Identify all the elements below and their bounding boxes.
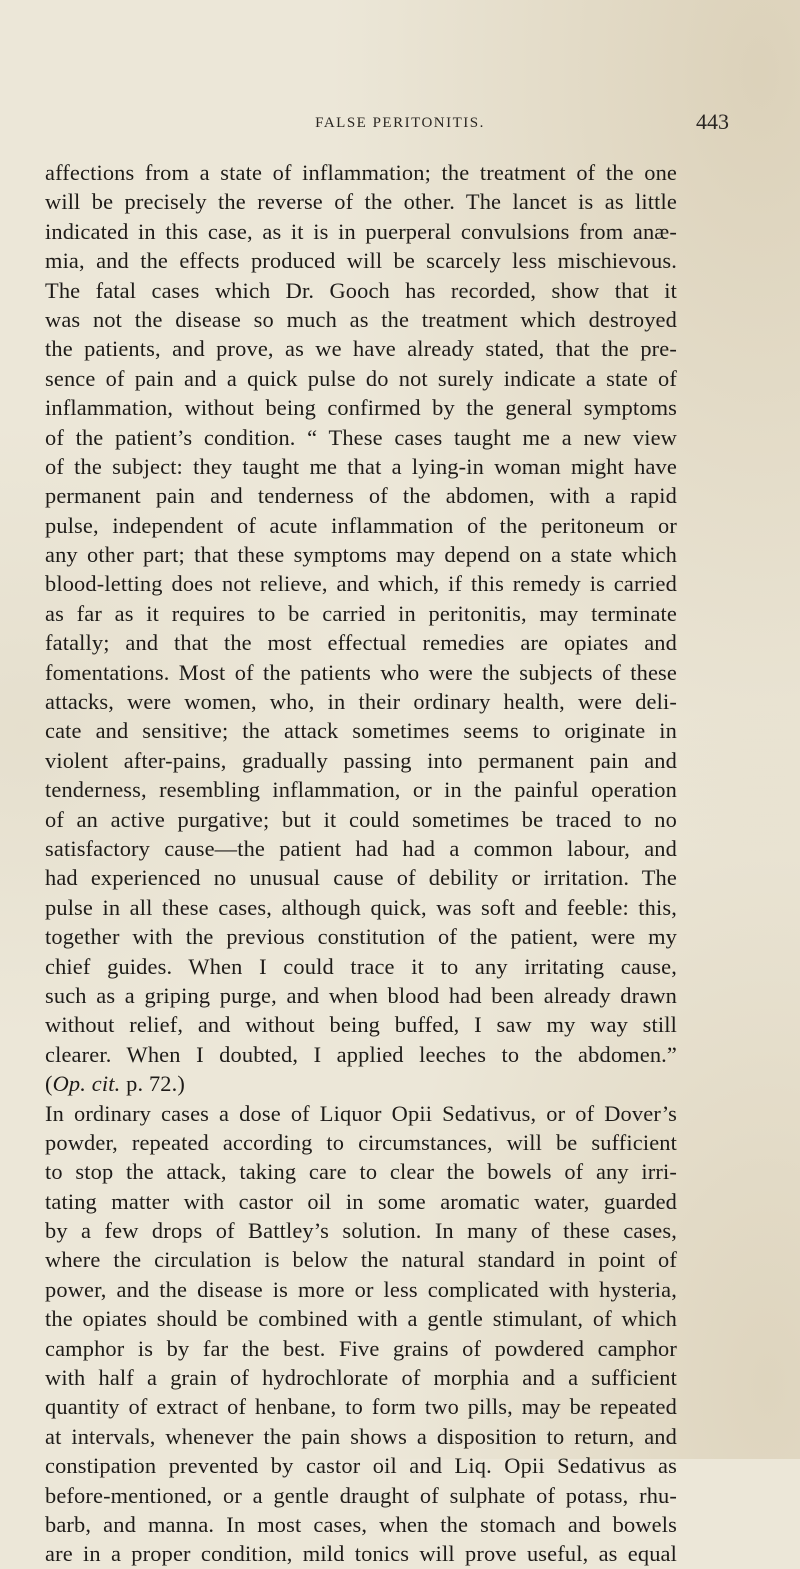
text-line: camphor is by far the best. Five grains of powdered camphor [45, 1335, 677, 1361]
citation-rest: p. 72.) [120, 1071, 185, 1097]
text-line: are in a proper condition, mild tonics will prove useful, as equal [45, 1541, 677, 1567]
text-line: any other part; that these symptoms may depend on a state which [45, 542, 677, 568]
text-line: attacks, were women, who, in their ordinary health, were deli- [45, 689, 677, 715]
text-line: fatally; and that the most effectual remedies are opiates and [45, 630, 677, 656]
text-line: constipation prevented by castor oil and Liq. Opii Sedativus as [45, 1453, 677, 1479]
text-line: with half a grain of hydrochlorate of morphia and a sufficient [45, 1365, 677, 1391]
text-line: indicated in this case, as it is in puerperal convulsions from anæ- [45, 218, 677, 244]
text-line: before-mentioned, or a gentle draught of sulphate of potass, rhu- [45, 1482, 677, 1508]
text-line: at intervals, whenever the pain shows a disposition to return, and [45, 1423, 677, 1449]
text-line: mia, and the effects produced will be scarcely less mischievous. [45, 248, 677, 274]
text-line: clearer. When I doubted, I applied leeches to the abdomen.” [45, 1041, 677, 1067]
text-line: permanent pain and tenderness of the abdomen, with a rapid [45, 483, 677, 509]
text-line: where the circulation is below the natural standard in point of [45, 1247, 677, 1273]
text-line: violent after-pains, gradually passing into permanent pain and [45, 747, 677, 773]
citation-italic: Op. cit. [52, 1071, 121, 1097]
text-line: pulse, independent of acute inflammation of the peritoneum or [45, 512, 677, 538]
text-line: sence of pain and a quick pulse do not surely indicate a state of [45, 365, 677, 391]
text-line: cate and sensitive; the attack sometimes seems to originate in [45, 718, 677, 744]
text-line: pulse in all these cases, although quick, was soft and feeble: this, [45, 894, 677, 920]
text-line: such as a griping purge, and when blood had been already drawn [45, 982, 677, 1008]
paragraph-2 [45, 1099, 677, 1569]
text-line: will be precisely the reverse of the other. The lancet is as little [45, 189, 677, 215]
citation-line [45, 1069, 677, 1098]
text-line: fomentations. Most of the patients who were the subjects of these [45, 659, 677, 685]
body-text [45, 158, 677, 1569]
text-line: quantity of extract of henbane, to form two pills, may be repeated [45, 1394, 677, 1420]
text-line: the opiates should be combined with a gentle stimulant, of which [45, 1306, 677, 1332]
page-number: 443 [696, 109, 729, 134]
text-line: as far as it requires to be carried in peritonitis, may terminate [45, 600, 677, 626]
text-line: the patients, and prove, as we have already stated, that the pre- [45, 336, 677, 362]
text-line: to stop the attack, taking care to clear the bowels of any irri- [45, 1159, 677, 1185]
citation-open: ( [45, 1071, 53, 1097]
text-line: chief guides. When I could trace it to any irritating cause, [45, 953, 677, 979]
text-line: blood-letting does not relieve, and which, if this remedy is carried [45, 571, 677, 597]
text-line: had experienced no unusual cause of debility or irritation. The [45, 865, 677, 891]
text-line: of the patient’s condition. “ These cases taught me a new view [45, 424, 677, 450]
text-line: inflammation, without being confirmed by the general symptoms [45, 395, 677, 421]
text-line: satisfactory cause—the patient had had a common labour, and [45, 835, 677, 861]
text-line: together with the previous constitution of the patient, were my [45, 924, 677, 950]
text-line: by a few drops of Battley’s solution. In many of these cases, [45, 1218, 677, 1244]
text-line: barb, and manna. In most cases, when the stomach and bowels [45, 1511, 677, 1537]
paragraph-1 [45, 158, 677, 1069]
text-line: The fatal cases which Dr. Gooch has recorded, show that it [45, 277, 677, 303]
text-line: of an active purgative; but it could sometimes be traced to no [45, 806, 677, 832]
text-line: power, and the disease is more or less complicated with hysteria, [45, 1276, 677, 1302]
text-line: was not the disease so much as the treatment which destroyed [45, 306, 677, 332]
text-line: of the subject: they taught me that a lying-in woman might have [45, 453, 677, 479]
text-line: In ordinary cases a dose of Liquor Opii Sedativus, or of Dover’s [45, 1100, 677, 1126]
text-line: without relief, and without being buffed, I saw my way still [45, 1012, 677, 1038]
text-line: tenderness, resembling inflammation, or in the painful operation [45, 777, 677, 803]
text-line: tating matter with castor oil in some aromatic water, guarded [45, 1188, 677, 1214]
text-line: affections from a state of inflammation; the treatment of the one [45, 160, 677, 185]
running-title: FALSE PERITONITIS. [315, 115, 485, 131]
text-line: powder, repeated according to circumstances, will be sufficient [45, 1129, 677, 1155]
